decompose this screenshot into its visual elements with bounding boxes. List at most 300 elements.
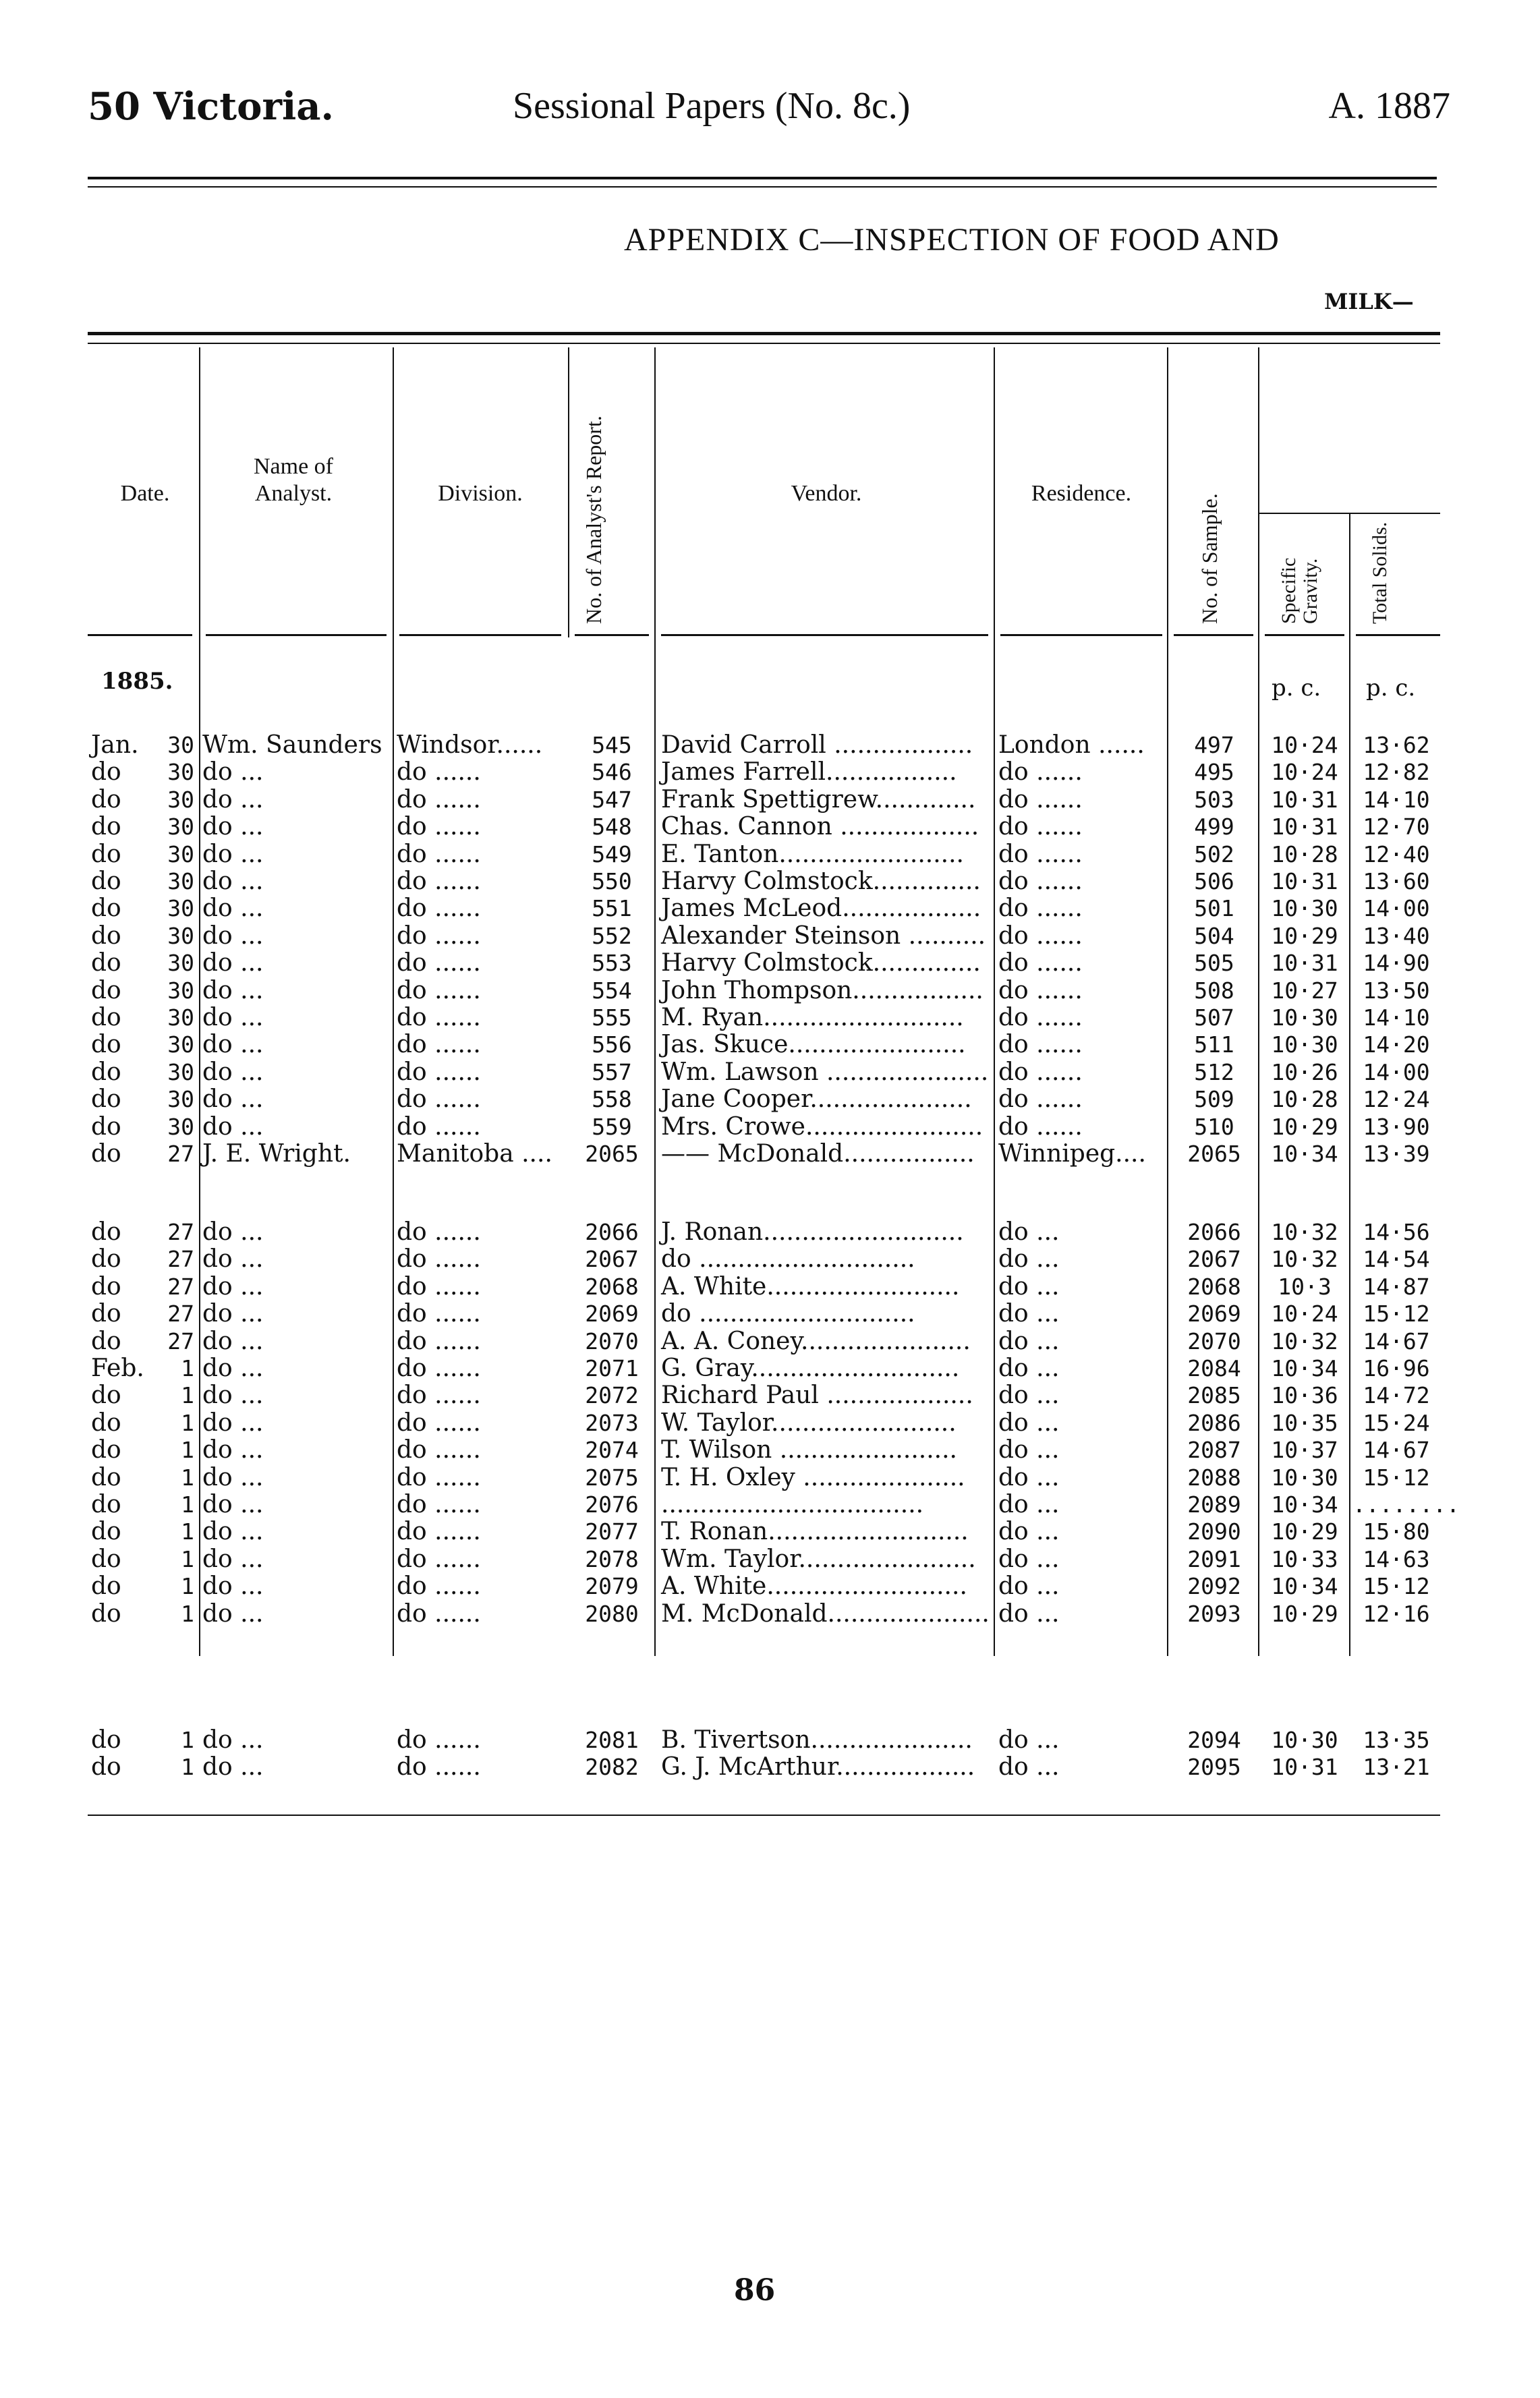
col-header-solids: Total Solids. [1369, 521, 1391, 624]
cell-day: 30 [167, 732, 194, 758]
cell-report: 2079 [585, 1573, 639, 1600]
cell-gravity: 10·30 [1271, 1031, 1338, 1058]
cell-analyst: do ... [202, 758, 264, 787]
cell-analyst: do ... [202, 976, 264, 1004]
cell-analyst: do ... [202, 1112, 264, 1141]
col-header-vendor: Vendor. [791, 481, 862, 506]
cell-month: do [91, 1058, 121, 1086]
col-header-residence: Residence. [1031, 481, 1132, 506]
cell-residence: do ...... [998, 785, 1083, 813]
cell-day: 1 [181, 1437, 194, 1464]
cell-residence: do ... [998, 1491, 1060, 1518]
cell-day: 1 [181, 1600, 194, 1627]
cell-sample: 2069 [1187, 1301, 1241, 1328]
cell-division: do ...... [397, 894, 481, 923]
cell-report: 2074 [585, 1437, 639, 1464]
cell-sample: 2088 [1187, 1464, 1241, 1491]
cell-sample: 2087 [1187, 1437, 1241, 1464]
cell-vendor: Harvy Colmstock.............. [661, 949, 981, 977]
cell-gravity: 10·33 [1271, 1545, 1338, 1572]
cell-gravity: 10·32 [1271, 1246, 1338, 1273]
cell-report: 2081 [585, 1727, 639, 1753]
cell-day: 30 [167, 922, 194, 949]
cell-residence: do ...... [998, 949, 1083, 977]
cell-month: do [91, 813, 121, 841]
cell-division: do ...... [397, 1272, 481, 1301]
cell-month: do [91, 921, 121, 950]
cell-analyst: do ... [202, 1245, 264, 1274]
appendix-title: APPENDIX C—INSPECTION OF FOOD AND [624, 222, 1280, 258]
cell-day: 1 [181, 1464, 194, 1491]
cell-gravity: 10·35 [1271, 1409, 1338, 1436]
header-bottom-rule [661, 634, 988, 639]
cell-residence: do ... [998, 1436, 1060, 1464]
cell-residence: do ... [998, 1545, 1060, 1573]
col-header-sample: No. of Sample. [1197, 493, 1222, 624]
cell-solids: 13·40 [1363, 922, 1430, 949]
cell-analyst: do ... [202, 1753, 264, 1781]
cell-gravity: 10·32 [1271, 1328, 1338, 1354]
col-header-date: Date. [120, 481, 170, 506]
cell-month: do [91, 1545, 121, 1573]
cell-vendor: Mrs. Crowe....................... [661, 1112, 983, 1141]
cell-gravity: 10·24 [1271, 1301, 1338, 1328]
cell-report: 2076 [585, 1491, 639, 1518]
cell-residence: do ...... [998, 894, 1083, 923]
table-bottom-rule [88, 1815, 1440, 1816]
cell-month: do [91, 1518, 121, 1546]
cell-gravity: 10·24 [1271, 759, 1338, 786]
cell-solids: 14·10 [1363, 1004, 1430, 1031]
cell-solids: 14·87 [1363, 1273, 1430, 1300]
cell-division: Manitoba .... [397, 1140, 552, 1168]
gravity-unit: p. c. [1272, 675, 1321, 702]
cell-month: do [91, 840, 121, 868]
cell-solids: ........ [1352, 1491, 1460, 1518]
cell-gravity: 10·28 [1271, 1086, 1338, 1113]
solids-unit: p. c. [1366, 675, 1416, 702]
cell-residence: do ... [998, 1272, 1060, 1301]
cell-solids: 13·62 [1363, 732, 1430, 758]
col-header-report: No. of Analyst's Report. [581, 416, 606, 624]
cell-day: 30 [167, 1113, 194, 1140]
cell-gravity: 10·34 [1271, 1573, 1338, 1600]
cell-division: do ...... [397, 1085, 481, 1114]
cell-month: do [91, 1218, 121, 1246]
cell-month: do [91, 1031, 121, 1059]
cell-analyst: do ... [202, 921, 264, 950]
cell-month: do [91, 1726, 121, 1754]
cell-division: do ...... [397, 1300, 481, 1328]
cell-gravity: 10·30 [1271, 1004, 1338, 1031]
cell-analyst: do ... [202, 1726, 264, 1754]
cell-day: 27 [167, 1141, 194, 1167]
cell-sample: 2070 [1187, 1328, 1241, 1354]
cell-vendor: do ............................ [661, 1245, 915, 1274]
cell-vendor: Wm. Taylor....................... [661, 1545, 976, 1573]
header-year: A. 1887 [1328, 85, 1450, 127]
cell-analyst: do ... [202, 867, 264, 895]
cell-gravity: 10·29 [1271, 1518, 1338, 1545]
cell-division: do ...... [397, 1245, 481, 1274]
cell-gravity: 10·29 [1271, 1113, 1338, 1140]
cell-gravity: 10·31 [1271, 1754, 1338, 1781]
cell-month: do [91, 1381, 121, 1410]
cell-solids: 14·56 [1363, 1219, 1430, 1245]
cell-day: 1 [181, 1754, 194, 1781]
cell-solids: 14·67 [1363, 1437, 1430, 1464]
cell-report: 2082 [585, 1754, 639, 1781]
cell-division: do ...... [397, 1058, 481, 1086]
col-rule [1349, 513, 1350, 1656]
cell-analyst: do ... [202, 1408, 264, 1437]
cell-vendor: John Thompson................. [661, 976, 983, 1004]
cell-month: do [91, 1112, 121, 1141]
header-rule [88, 177, 1437, 179]
cell-residence: do ... [998, 1726, 1060, 1754]
cell-vendor: Frank Spettigrew............. [661, 785, 976, 813]
header-session: 50 Victoria. [88, 84, 335, 129]
cell-division: do ...... [397, 976, 481, 1004]
cell-solids: 12·24 [1363, 1086, 1430, 1113]
cell-solids: 15·12 [1363, 1464, 1430, 1491]
cell-day: 30 [167, 868, 194, 894]
running-header [88, 84, 1450, 138]
cell-day: 1 [181, 1409, 194, 1436]
cell-analyst: do ... [202, 813, 264, 841]
cell-day: 30 [167, 895, 194, 922]
cell-day: 30 [167, 950, 194, 977]
table-top-rule-thin [88, 343, 1440, 344]
header-bottom-rule [1174, 634, 1253, 639]
cell-vendor: Richard Paul ................... [661, 1381, 973, 1410]
cell-month: do [91, 1491, 121, 1518]
col-rule [994, 347, 995, 1656]
cell-vendor: .................................. [661, 1491, 924, 1518]
cell-report: 2069 [585, 1301, 639, 1328]
cell-division: do ...... [397, 1545, 481, 1573]
cell-vendor: A. White......................... [661, 1272, 960, 1301]
cell-division: do ...... [397, 1753, 481, 1781]
cell-sample: 508 [1194, 977, 1234, 1004]
cell-vendor: M. Ryan.......................... [661, 1004, 964, 1031]
cell-vendor: James Farrell................. [661, 758, 957, 787]
cell-month: do [91, 1300, 121, 1328]
cell-solids: 13·21 [1363, 1754, 1430, 1781]
cell-residence: do ... [998, 1572, 1060, 1601]
cell-sample: 506 [1194, 868, 1234, 894]
cell-solids: 14·63 [1363, 1545, 1430, 1572]
cell-division: do ...... [397, 1463, 481, 1491]
cell-sample: 2090 [1187, 1518, 1241, 1545]
cell-gravity: 10·36 [1271, 1382, 1338, 1409]
cell-analyst: do ... [202, 1327, 264, 1355]
cell-solids: 12·82 [1363, 759, 1430, 786]
cell-gravity: 10·3 [1278, 1273, 1332, 1300]
cell-residence: do ... [998, 1408, 1060, 1437]
cell-sample: 2094 [1187, 1727, 1241, 1753]
cell-gravity: 10·34 [1271, 1141, 1338, 1167]
col-rule [654, 347, 656, 1656]
cell-residence: do ... [998, 1518, 1060, 1546]
cell-division: do ...... [397, 1354, 481, 1382]
cell-day: 30 [167, 840, 194, 867]
cell-day: 27 [167, 1246, 194, 1273]
cell-division: do ...... [397, 813, 481, 841]
cell-report: 547 [592, 786, 632, 813]
cell-month: do [91, 785, 121, 813]
cell-sample: 512 [1194, 1058, 1234, 1085]
cell-division: do ...... [397, 949, 481, 977]
col-header-analyst [202, 453, 384, 507]
cell-month: do [91, 1599, 121, 1628]
cell-division: do ...... [397, 840, 481, 868]
cell-division: do ...... [397, 1726, 481, 1754]
cell-gravity: 10·30 [1271, 895, 1338, 922]
cell-month: do [91, 1140, 121, 1168]
cell-analyst: do ... [202, 1300, 264, 1328]
cell-sample: 495 [1194, 759, 1234, 786]
cell-gravity: 10·31 [1271, 950, 1338, 977]
cell-sample: 2086 [1187, 1409, 1241, 1436]
cell-solids: 13·60 [1363, 868, 1430, 894]
cell-division: Windsor...... [397, 731, 543, 759]
cell-day: 30 [167, 813, 194, 840]
cell-residence: do ...... [998, 1004, 1083, 1031]
cell-day: 27 [167, 1273, 194, 1300]
cell-solids: 14·10 [1363, 786, 1430, 813]
cell-gravity: 10·30 [1271, 1464, 1338, 1491]
cell-sample: 501 [1194, 895, 1234, 922]
cell-residence: Winnipeg.... [998, 1140, 1146, 1168]
col-rule [199, 347, 200, 1656]
cell-report: 554 [592, 977, 632, 1004]
cell-solids: 13·35 [1363, 1727, 1430, 1753]
cell-day: 30 [167, 1058, 194, 1085]
cell-day: 30 [167, 1086, 194, 1113]
cell-solids: 13·90 [1363, 1113, 1430, 1140]
cell-residence: do ... [998, 1599, 1060, 1628]
cell-day: 1 [181, 1518, 194, 1545]
cell-day: 27 [167, 1219, 194, 1245]
cell-month: do [91, 1572, 121, 1601]
cell-solids: 14·67 [1363, 1328, 1430, 1354]
cell-analyst: do ... [202, 1599, 264, 1628]
cell-division: do ...... [397, 785, 481, 813]
cell-vendor: G. Gray........................... [661, 1354, 960, 1382]
cell-solids: 15·12 [1363, 1573, 1430, 1600]
cell-report: 549 [592, 840, 632, 867]
cell-month: do [91, 1408, 121, 1437]
cell-month: do [91, 894, 121, 923]
cell-gravity: 10·37 [1271, 1437, 1338, 1464]
cell-analyst: do ... [202, 840, 264, 868]
cell-report: 2078 [585, 1545, 639, 1572]
cell-day: 27 [167, 1301, 194, 1328]
cell-month: do [91, 867, 121, 895]
cell-analyst: J. E. Wright. [202, 1140, 351, 1168]
cell-vendor: Jas. Skuce....................... [661, 1031, 966, 1059]
cell-sample: 505 [1194, 950, 1234, 977]
cell-report: 2068 [585, 1273, 639, 1300]
cell-day: 1 [181, 1382, 194, 1409]
cell-gravity: 10·34 [1271, 1355, 1338, 1381]
cell-solids: 12·16 [1363, 1600, 1430, 1627]
cell-month: do [91, 1245, 121, 1274]
cell-solids: 15·80 [1363, 1518, 1430, 1545]
cell-division: do ...... [397, 1381, 481, 1410]
cell-day: 27 [167, 1328, 194, 1354]
col-header-analyst-text: Name of Analyst. [253, 454, 333, 506]
cell-month: Jan. [91, 731, 139, 759]
cell-solids: 14·72 [1363, 1382, 1430, 1409]
cell-gravity: 10·32 [1271, 1219, 1338, 1245]
cell-month: do [91, 1272, 121, 1301]
cell-analyst: do ... [202, 1354, 264, 1382]
cell-report: 551 [592, 895, 632, 922]
cell-gravity: 10·31 [1271, 868, 1338, 894]
cell-division: do ...... [397, 921, 481, 950]
cell-division: do ...... [397, 1112, 481, 1141]
cell-analyst: do ... [202, 1381, 264, 1410]
cell-day: 30 [167, 977, 194, 1004]
cell-gravity: 10·29 [1271, 1600, 1338, 1627]
cell-gravity: 10·24 [1271, 732, 1338, 758]
cell-report: 558 [592, 1086, 632, 1113]
header-bottom-rule [399, 634, 561, 639]
cell-month: do [91, 1004, 121, 1031]
cell-residence: do ... [998, 1463, 1060, 1491]
cell-month: do [91, 949, 121, 977]
cell-vendor: David Carroll .................. [661, 731, 973, 759]
cell-vendor: Harvy Colmstock.............. [661, 867, 981, 895]
header-bottom-rule [1000, 634, 1162, 639]
cell-day: 30 [167, 1004, 194, 1031]
cell-month: do [91, 1463, 121, 1491]
cell-month: Feb. [91, 1354, 144, 1382]
cell-division: do ...... [397, 1408, 481, 1437]
header-rule-thin [88, 186, 1437, 188]
cell-day: 1 [181, 1727, 194, 1753]
cell-analyst: do ... [202, 949, 264, 977]
cell-analyst: Wm. Saunders [202, 731, 382, 759]
cell-residence: do ... [998, 1245, 1060, 1274]
cell-month: do [91, 976, 121, 1004]
cell-vendor: do ............................ [661, 1300, 915, 1328]
cell-division: do ...... [397, 1218, 481, 1246]
cell-analyst: do ... [202, 1518, 264, 1546]
cell-sample: 2085 [1187, 1382, 1241, 1409]
cell-sample: 2093 [1187, 1600, 1241, 1627]
cell-analyst: do ... [202, 1004, 264, 1031]
col-rule [568, 347, 569, 637]
cell-sample: 2084 [1187, 1355, 1241, 1381]
cell-residence: do ...... [998, 758, 1083, 787]
cell-division: do ...... [397, 758, 481, 787]
header-bottom-rule [206, 634, 387, 639]
cell-sample: 504 [1194, 922, 1234, 949]
cell-division: do ...... [397, 1327, 481, 1355]
cell-solids: 16·96 [1363, 1355, 1430, 1381]
cell-division: do ...... [397, 1031, 481, 1059]
cell-residence: do ...... [998, 867, 1083, 895]
cell-month: do [91, 1085, 121, 1114]
cell-report: 553 [592, 950, 632, 977]
cell-vendor: —— McDonald................. [661, 1140, 975, 1168]
cell-gravity: 10·26 [1271, 1058, 1338, 1085]
cell-division: do ...... [397, 1572, 481, 1601]
cell-gravity: 10·27 [1271, 977, 1338, 1004]
cell-residence: do ...... [998, 976, 1083, 1004]
cell-vendor: J. Ronan.......................... [661, 1218, 964, 1246]
cell-vendor: Jane Cooper..................... [661, 1085, 972, 1114]
cell-sample: 509 [1194, 1086, 1234, 1113]
col-header-division: Division. [438, 481, 523, 506]
cell-day: 1 [181, 1545, 194, 1572]
cell-solids: 12·40 [1363, 840, 1430, 867]
cell-vendor: T. Ronan.......................... [661, 1518, 969, 1546]
cell-vendor: M. McDonald..................... [661, 1599, 990, 1628]
cell-sample: 499 [1194, 813, 1234, 840]
cell-analyst: do ... [202, 1272, 264, 1301]
cell-analyst: do ... [202, 1031, 264, 1059]
cell-solids: 15·12 [1363, 1301, 1430, 1328]
cell-month: do [91, 758, 121, 787]
cell-sample: 511 [1194, 1031, 1234, 1058]
cell-report: 556 [592, 1031, 632, 1058]
cell-gravity: 10·31 [1271, 813, 1338, 840]
cell-report: 555 [592, 1004, 632, 1031]
cell-sample: 2065 [1187, 1141, 1241, 1167]
col-rule [1167, 347, 1168, 1656]
cell-residence: do ...... [998, 1058, 1083, 1086]
header-publication: Sessional Papers (No. 8c.) [513, 85, 911, 127]
header-bottom-rule [575, 634, 649, 639]
cell-solids: 14·90 [1363, 950, 1430, 977]
appendix-subtitle: MILK— [1324, 289, 1414, 314]
cell-day: 30 [167, 1031, 194, 1058]
cell-report: 2072 [585, 1382, 639, 1409]
cell-residence: do ... [998, 1753, 1060, 1781]
cell-residence: do ... [998, 1300, 1060, 1328]
cell-division: do ...... [397, 1004, 481, 1031]
cell-residence: do ...... [998, 921, 1083, 950]
cell-residence: do ...... [998, 813, 1083, 841]
cell-report: 557 [592, 1058, 632, 1085]
cell-day: 30 [167, 786, 194, 813]
cell-sample: 2092 [1187, 1573, 1241, 1600]
cell-vendor: Wm. Lawson ..................... [661, 1058, 989, 1086]
cell-solids: 14·54 [1363, 1246, 1430, 1273]
cell-analyst: do ... [202, 1218, 264, 1246]
cell-solids: 13·39 [1363, 1141, 1430, 1167]
col-rule [1258, 347, 1259, 1656]
cell-residence: do ... [998, 1327, 1060, 1355]
cell-vendor: T. Wilson ....................... [661, 1436, 957, 1464]
cell-division: do ...... [397, 1491, 481, 1518]
cell-vendor: E. Tanton........................ [661, 840, 964, 868]
header-bottom-rule [1356, 634, 1440, 639]
cell-sample: 2095 [1187, 1754, 1241, 1781]
cell-solids: 14·00 [1363, 1058, 1430, 1085]
cell-gravity: 10·29 [1271, 922, 1338, 949]
cell-residence: London ...... [998, 731, 1145, 759]
cell-sample: 497 [1194, 732, 1234, 758]
cell-gravity: 10·31 [1271, 786, 1338, 813]
cell-residence: do ...... [998, 1112, 1083, 1141]
cell-division: do ...... [397, 1518, 481, 1546]
cell-report: 2075 [585, 1464, 639, 1491]
